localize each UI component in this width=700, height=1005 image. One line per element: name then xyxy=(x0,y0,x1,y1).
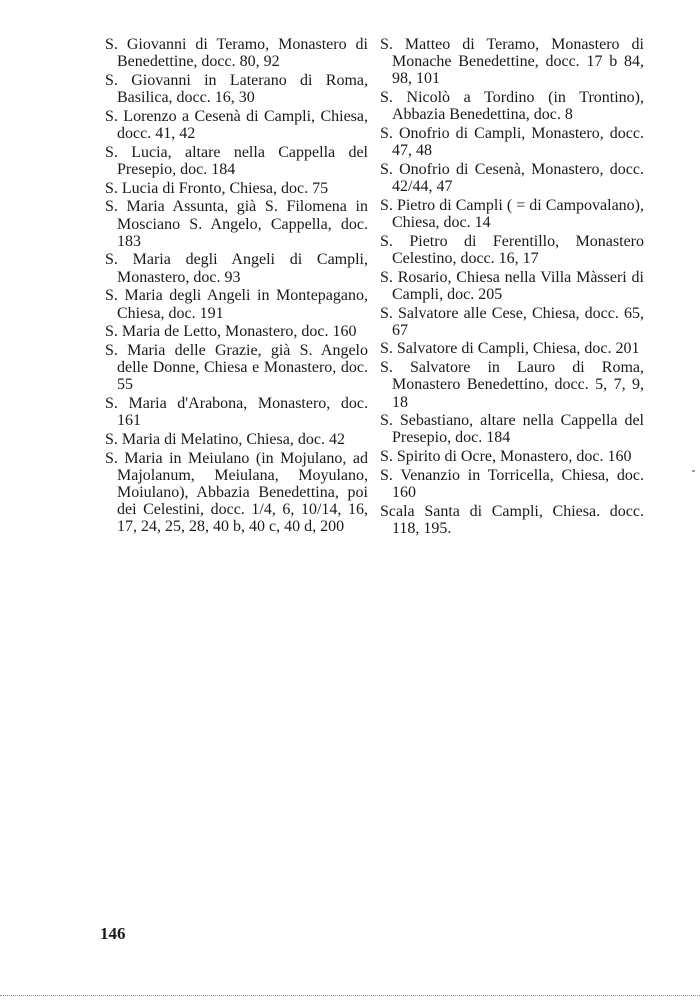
index-entry: S. Lucia di Fronto, Chiesa, doc. 75 xyxy=(105,179,329,197)
index-entry: S. Maria di Melatino, Chiesa, doc. 42 xyxy=(105,430,345,448)
scan-speck xyxy=(692,470,695,472)
index-entry: S. Onofrio di Cesenà, Monastero, docc. 42/44, 47 xyxy=(380,160,644,196)
index-entry: S. Maria de Letto, Monastero, doc. 160 xyxy=(105,323,357,341)
index-entry: S. Maria degli Angeli in Montepagano, Chiesa, doc. 191 xyxy=(105,287,368,322)
index-entry: S. Nicolò a Tordino (in Trontino), Abbazia Benedettina, doc. 8 xyxy=(380,89,644,124)
index-entry: S. Venanzio in Torricella, Chiesa, doc. 160 xyxy=(380,466,644,502)
index-entry: S. Maria in Meiulano (in Mojulano, ad Majolanum, Meiulana, Moyulano, Moiulano), Abbazia Benedettina, poi dei Celestini, docc. 1/4, 6, 10/14, 16, 17, 24, 25, 28, 40 b, 40 c, 40 d, 200 xyxy=(105,449,368,536)
index-entry: S. Pietro di Ferentillo, Monastero Celestino, docc. 16, 17 xyxy=(380,232,644,267)
scan-edge-rule xyxy=(0,995,700,996)
index-entry: S. Rosario, Chiesa nella Villa Màsseri di Campli, doc. 205 xyxy=(380,268,644,303)
index-entry: S. Maria delle Grazie, già S. Angelo delle Donne, Chiesa e Monastero, doc. 55 xyxy=(105,341,368,394)
index-entry: S. Pietro di Campli ( = di Campovalano), Chiesa, doc. 14 xyxy=(380,196,644,232)
index-entry: S. Onofrio di Campli, Monastero, docc. 47, 48 xyxy=(380,125,644,160)
index-column-right xyxy=(378,36,644,539)
index-entry: S. Giovanni in Laterano di Roma, Basilica, docc. 16, 30 xyxy=(105,71,368,107)
index-entry: S. Maria d'Arabona, Monastero, doc. 161 xyxy=(105,395,368,430)
index-entry: S. Matteo di Teramo, Monastero di Monache Benedettine, docc. 17 b 84, 98, 101 xyxy=(380,36,644,88)
index-entry: S. Lucia, altare nella Cappella del Presepio, doc. 184 xyxy=(105,143,368,178)
index-entry: S. Giovanni di Teramo, Monastero di Benedettine, docc. 80, 92 xyxy=(105,36,368,71)
index-entry: S. Salvatore in Lauro di Roma, Monastero Benedettino, docc. 5, 7, 9, 18 xyxy=(380,359,644,411)
index-entry: S. Sebastiano, altare nella Cappella del Presepio, doc. 184 xyxy=(380,412,644,447)
index-entry: S. Salvatore di Campli, Chiesa, doc. 201 xyxy=(380,340,640,358)
index-entry: S. Spirito di Ocre, Monastero, doc. 160 xyxy=(380,448,632,466)
page-number: 146 xyxy=(100,924,126,943)
index-entry: S. Lorenzo a Cesenà di Campli, Chiesa, docc. 41, 42 xyxy=(105,107,368,143)
index-entry: S. Maria Assunta, già S. Filomena in Mosciano S. Angelo, Cappella, doc. 183 xyxy=(105,198,368,250)
index-entry: S. Maria degli Angeli di Campli, Monastero, doc. 93 xyxy=(105,251,368,286)
index-entry: S. Salvatore alle Cese, Chiesa, docc. 65, 67 xyxy=(380,304,644,339)
index-column-left xyxy=(103,36,368,537)
index-entry: Scala Santa di Campli, Chiesa. docc. 118, 195. xyxy=(380,502,644,537)
